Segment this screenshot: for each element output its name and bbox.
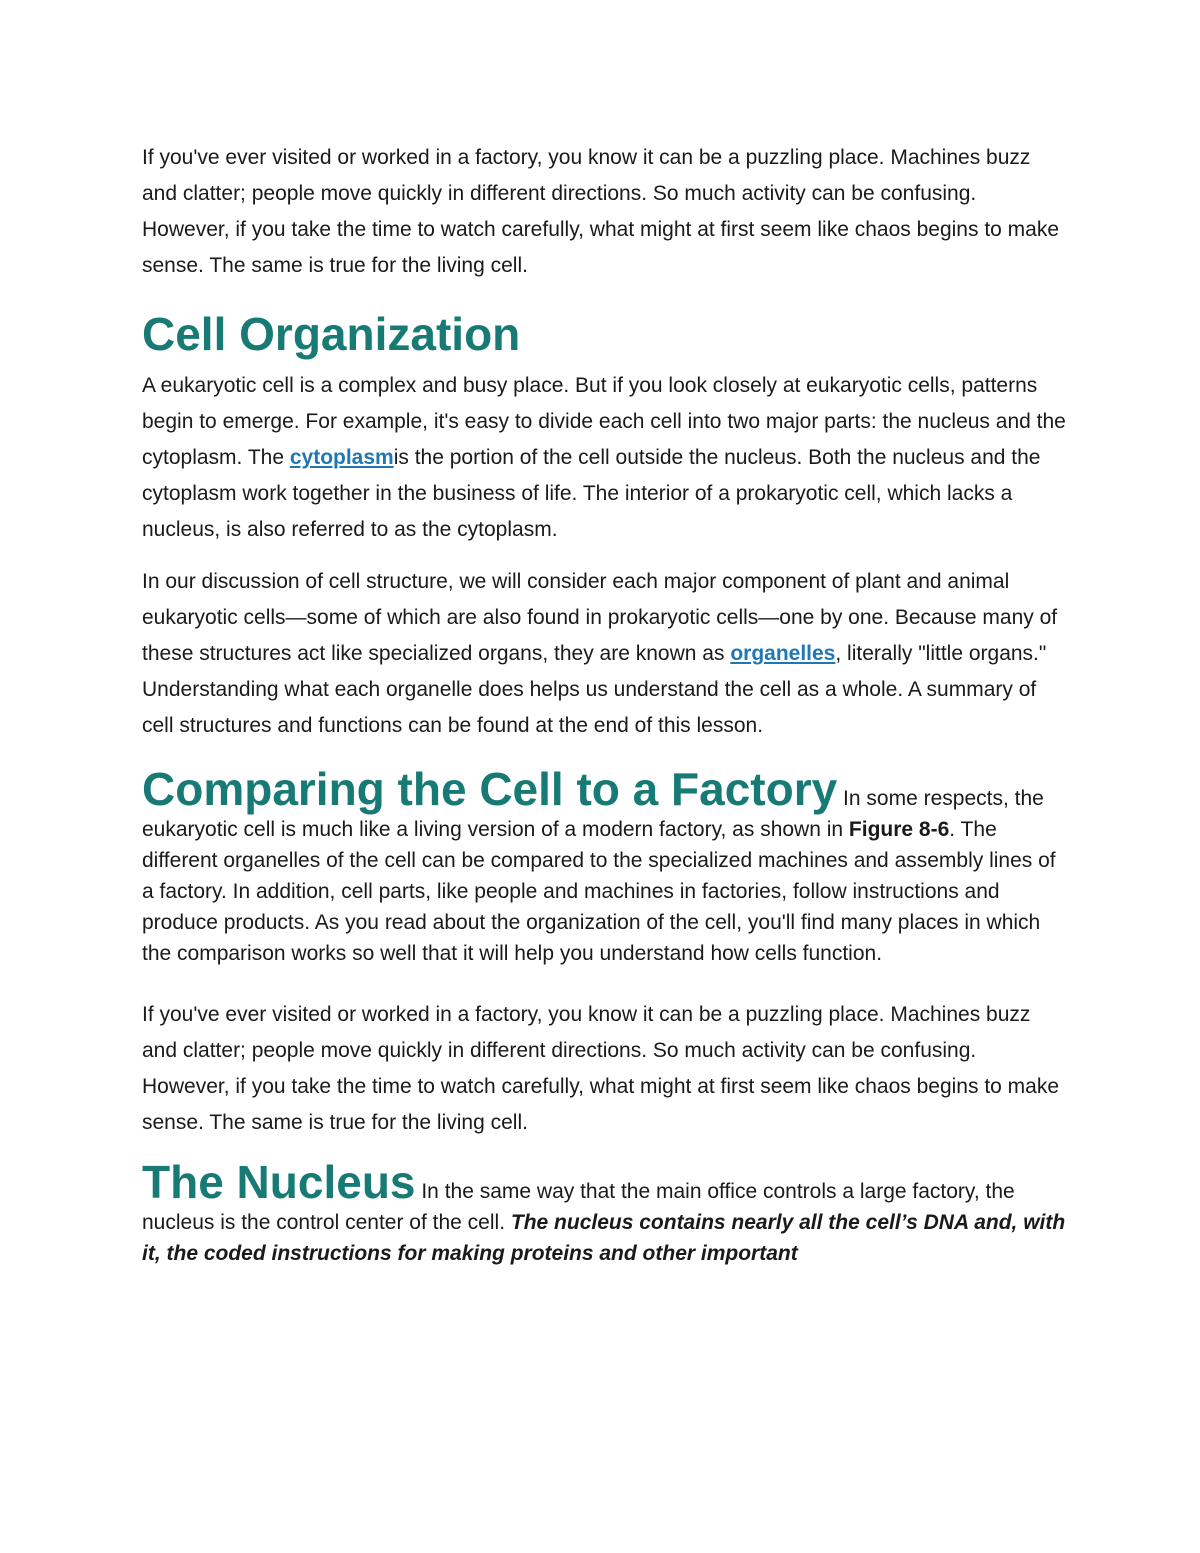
paragraph-text: . The different organelles of the cell can be compared to the specialized machines and assembly lines of a factory. In addition, cell parts, like people and machines in factories, follow instructions and produce products. As you read about the organization of the cell, you'll find many places in which the comparison works so well that it will help you understand how cells function. (142, 818, 1056, 965)
cell-organization-paragraph-1 (142, 368, 1067, 548)
paragraph-text: In some respects, the eukaryotic cell is much like a living version of a modern factory, as shown in (142, 787, 1044, 841)
cell-organization-paragraph-2 (142, 564, 1067, 744)
paragraph-text: In our discussion of cell structure, we will consider each major component of plant and animal eukaryotic cells—some of which are also found in prokaryotic cells—one by one. Because many of these structures act like specialized organs, they are known as (142, 570, 1058, 665)
nucleus-heading: The Nucleus (142, 1156, 416, 1208)
organelles-link[interactable]: organelles (730, 642, 836, 665)
document-page (142, 140, 1067, 1269)
cytoplasm-link[interactable]: cytoplasm (289, 446, 394, 469)
figure-reference: Figure 8-6 (848, 818, 950, 841)
intro-paragraph-repeat: If you've ever visited or worked in a factory, you know it can be a puzzling place. Machines buzz and clatter; people move quickly in different directions. So much activity can be confusing. However, if you take the time to watch carefully, what might at first seem like chaos begins to make sense. The same is true for the living cell. (142, 1003, 1060, 1134)
paragraph-text: A eukaryotic cell is a complex and busy place. But if you look closely at eukaryotic cells, patterns begin to emerge. For example, it's easy to divide each cell into two major parts: the nucleus and the cytoplasm. The (142, 374, 1066, 469)
paragraph-text: is the portion of the cell outside the nucleus. Both the nucleus and the cytoplasm work together in the business of life. The interior of a prokaryotic cell, which lacks a nucleus, is also referred to as the cytoplasm. (142, 446, 1041, 541)
cell-organization-heading: Cell Organization (142, 308, 521, 360)
intro-paragraph: If you've ever visited or worked in a factory, you know it can be a puzzling place. Machines buzz and clatter; people move quickly in different directions. So much activity can be confusing. However, if you take the time to watch carefully, what might at first seem like chaos begins to make sense. The same is true for the living cell. (142, 146, 1060, 277)
paragraph-text: , literally "little organs." Understanding what each organelle does helps us understand the cell as a whole. A summary of cell structures and functions can be found at the end of this lesson. (142, 642, 1047, 737)
nucleus-paragraph (142, 1156, 1067, 1269)
comparing-paragraph (142, 763, 1067, 969)
paragraph-text: In the same way that the main office controls a large factory, the nucleus is the control center of the cell. (142, 1180, 1015, 1234)
nucleus-emphasis: The nucleus contains nearly all the cell’s DNA and, with it, the coded instructions for making proteins and other important (142, 1211, 1066, 1265)
comparing-heading: Comparing the Cell to a Factory (142, 763, 838, 815)
